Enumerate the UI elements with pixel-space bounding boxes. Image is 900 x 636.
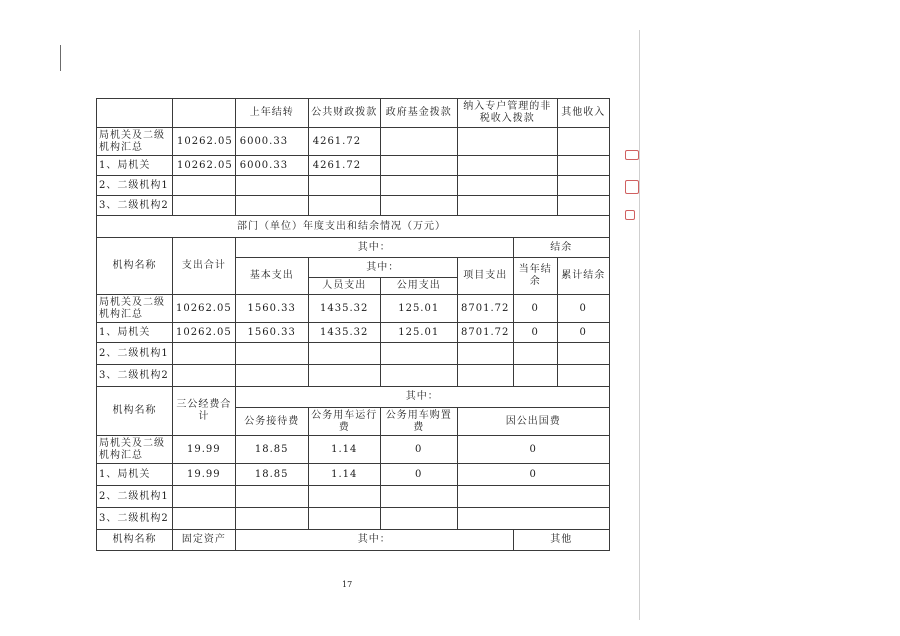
header-cell	[97, 99, 173, 128]
red-stamp-fragment	[625, 150, 639, 160]
value-cell: 6000.33	[235, 156, 308, 176]
value-cell: 4261.72	[308, 128, 380, 156]
value-cell: 0	[513, 295, 557, 323]
header-cell: 固定资产	[173, 530, 236, 551]
value-cell	[235, 508, 308, 530]
value-cell	[173, 176, 236, 196]
value-cell: 10262.05	[173, 323, 236, 343]
value-cell	[173, 486, 236, 508]
value-cell	[380, 508, 457, 530]
table-row	[97, 295, 610, 323]
header-cell: 上年结转	[235, 99, 308, 128]
org-name-cell: 1、局机关	[97, 464, 173, 486]
value-cell	[235, 365, 308, 387]
value-cell: 18.85	[235, 436, 308, 464]
org-name-cell: 2、二级机构1	[97, 486, 173, 508]
value-cell	[235, 176, 308, 196]
header-cell: 机构名称	[97, 530, 173, 551]
value-cell: 0	[380, 436, 457, 464]
value-cell: 125.01	[380, 295, 457, 323]
page-number: 17	[342, 580, 353, 589]
org-name-cell: 3、二级机构2	[97, 365, 173, 387]
header-cell: 机构名称	[97, 238, 173, 295]
page-fold-line	[639, 30, 640, 620]
value-cell	[557, 196, 609, 216]
org-name-cell: 局机关及二级机构汇总	[97, 295, 173, 323]
org-name-cell: 局机关及二级机构汇总	[97, 128, 173, 156]
value-cell	[173, 196, 236, 216]
value-cell: 19.99	[173, 464, 236, 486]
header-cell: 其他收入	[557, 99, 609, 128]
table-row	[97, 464, 610, 486]
org-name-cell: 1、局机关	[97, 156, 173, 176]
value-cell	[557, 128, 609, 156]
org-name-cell: 1、局机关	[97, 323, 173, 343]
value-cell	[173, 365, 236, 387]
red-stamp-fragment	[625, 210, 635, 220]
value-cell: 125.01	[380, 323, 457, 343]
value-cell	[235, 196, 308, 216]
value-cell	[308, 176, 380, 196]
table-row	[97, 156, 610, 176]
value-cell	[173, 508, 236, 530]
header-cell: 当年结余	[513, 258, 557, 295]
value-cell	[380, 343, 457, 365]
header-cell: 机构名称	[97, 387, 173, 436]
table-row	[97, 486, 610, 508]
header-cell: 因公出国费	[457, 408, 609, 436]
value-cell	[380, 128, 457, 156]
value-cell: 1560.33	[235, 295, 308, 323]
table-row	[97, 196, 610, 216]
table-row	[97, 343, 610, 365]
org-name-cell: 3、二级机构2	[97, 508, 173, 530]
value-cell	[457, 343, 513, 365]
table-row	[97, 176, 610, 196]
value-cell: 1435.32	[308, 295, 380, 323]
header-cell: 其中：	[235, 387, 609, 408]
value-cell	[457, 176, 557, 196]
header-cell: 其他	[513, 530, 609, 551]
value-cell	[457, 486, 609, 508]
value-cell: 6000.33	[235, 128, 308, 156]
value-cell	[557, 156, 609, 176]
header-cell: 公务接待费	[235, 408, 308, 436]
value-cell	[308, 343, 380, 365]
budget-table	[96, 98, 610, 551]
header-cell: 三公经费合计	[173, 387, 236, 436]
header-cell: 累计结余	[557, 258, 609, 295]
section2-title-row	[97, 216, 610, 238]
header-cell: 公务用车运行费	[308, 408, 380, 436]
header-cell: 公共财政拨款	[308, 99, 380, 128]
value-cell: 4261.72	[308, 156, 380, 176]
value-cell	[457, 508, 609, 530]
value-cell	[235, 343, 308, 365]
value-cell	[380, 196, 457, 216]
table-row	[97, 436, 610, 464]
org-name-cell: 2、二级机构1	[97, 343, 173, 365]
header-cell: 政府基金拨款	[380, 99, 457, 128]
header-cell: 人员支出	[308, 278, 380, 295]
value-cell	[557, 176, 609, 196]
header-cell: 支出合计	[173, 238, 236, 295]
header-cell: 其中：	[235, 238, 513, 258]
value-cell: 0	[557, 295, 609, 323]
value-cell: 0	[457, 464, 609, 486]
value-cell	[557, 365, 609, 387]
section-title: 部门（单位）年度支出和结余情况（万元）	[97, 216, 610, 238]
value-cell: 10262.05	[173, 295, 236, 323]
table-row	[97, 323, 610, 343]
value-cell	[457, 365, 513, 387]
org-name-cell: 3、二级机构2	[97, 196, 173, 216]
value-cell: 0	[513, 323, 557, 343]
header-cell: 其中：	[308, 258, 457, 278]
value-cell: 1.14	[308, 464, 380, 486]
header-cell	[173, 99, 236, 128]
org-name-cell: 2、二级机构1	[97, 176, 173, 196]
value-cell	[308, 365, 380, 387]
table-row	[97, 128, 610, 156]
value-cell: 19.99	[173, 436, 236, 464]
value-cell	[380, 176, 457, 196]
value-cell: 8701.72	[457, 323, 513, 343]
value-cell	[380, 486, 457, 508]
header-cell: 公用支出	[380, 278, 457, 295]
value-cell	[308, 196, 380, 216]
value-cell	[308, 486, 380, 508]
value-cell	[380, 365, 457, 387]
section4-header-row	[97, 530, 610, 551]
value-cell	[513, 343, 557, 365]
section1-header-row	[97, 99, 610, 128]
value-cell: 18.85	[235, 464, 308, 486]
section3-header-row	[97, 387, 610, 408]
value-cell	[513, 365, 557, 387]
header-cell: 项目支出	[457, 258, 513, 295]
header-cell: 结余	[513, 238, 609, 258]
value-cell: 1.14	[308, 436, 380, 464]
value-cell: 8701.72	[457, 295, 513, 323]
header-cell: 公务用车购置费	[380, 408, 457, 436]
value-cell	[380, 156, 457, 176]
value-cell: 10262.05	[173, 156, 236, 176]
value-cell: 1560.33	[235, 323, 308, 343]
table-row	[97, 508, 610, 530]
header-cell: 纳入专户管理的非税收入拨款	[457, 99, 557, 128]
section2-header-row	[97, 238, 610, 258]
page-edge-mark	[60, 45, 61, 71]
value-cell	[457, 196, 557, 216]
org-name-cell: 局机关及二级机构汇总	[97, 436, 173, 464]
header-cell: 其中：	[235, 530, 513, 551]
value-cell	[235, 486, 308, 508]
value-cell	[457, 156, 557, 176]
value-cell: 0	[380, 464, 457, 486]
value-cell	[308, 508, 380, 530]
value-cell	[557, 343, 609, 365]
value-cell	[173, 343, 236, 365]
value-cell: 10262.05	[173, 128, 236, 156]
table-row	[97, 365, 610, 387]
value-cell: 1435.32	[308, 323, 380, 343]
value-cell: 0	[457, 436, 609, 464]
value-cell	[457, 128, 557, 156]
red-stamp-fragment	[625, 180, 639, 194]
value-cell: 0	[557, 323, 609, 343]
header-cell: 基本支出	[235, 258, 308, 295]
